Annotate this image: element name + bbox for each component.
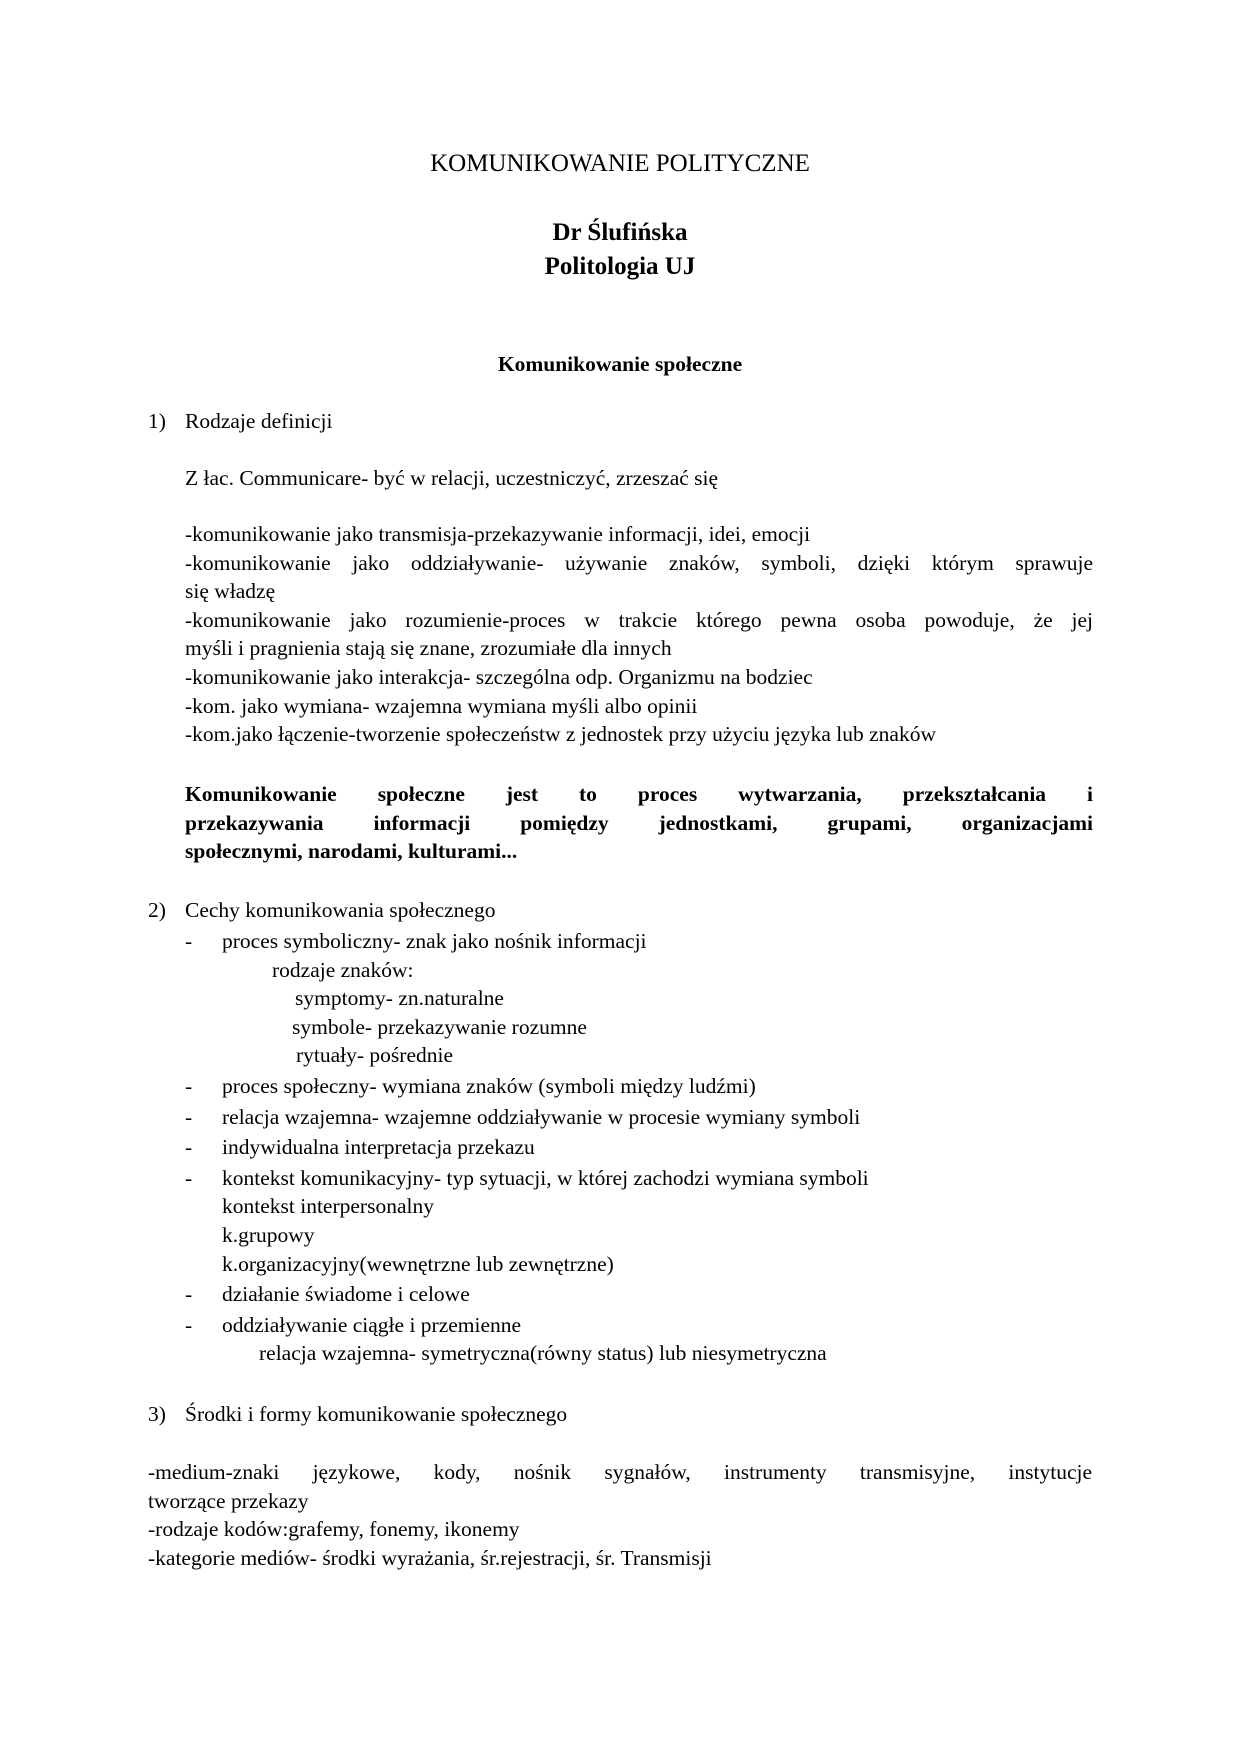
media-line: -medium-znaki językowe, kody, nośnik sygnałów, instrumenty transmisyjne, instytucje (148, 1460, 1092, 1484)
institution: Politologia UJ (544, 253, 696, 280)
feature-item (185, 1072, 1085, 1101)
heading-1-text: Rodzaje definicji (185, 409, 333, 433)
main-definition-line: społecznymi, narodami, kulturami... (185, 839, 518, 864)
features-list (185, 927, 1085, 1368)
list-dash: - (185, 1073, 193, 1098)
etymology-line: Z łac. Communicare- być w relacji, uczestniczyć, zrzeszać się (185, 466, 719, 490)
media-line: -rodzaje kodów:grafemy, fonemy, ikonemy (148, 1517, 520, 1542)
feature-text: relacja wzajemna- wzajemne oddziaływanie w procesie wymiany symboli (222, 1104, 861, 1129)
feature-text: indywidualna interpretacja przekazu (222, 1135, 535, 1160)
heading-1-number: 1) (148, 409, 166, 433)
section-title: Komunikowanie społeczne (497, 352, 743, 376)
feature-item (185, 1311, 1085, 1368)
definition-line: myśli i pragnienia stają się znane, zrozumiałe dla innych (185, 636, 672, 661)
list-dash: - (185, 1135, 193, 1160)
definition-line: -komunikowanie jako transmisja-przekazywanie informacji, idei, emocji (185, 522, 811, 546)
definition-line: -komunikowanie jako interakcja- szczególna odp. Organizmu na bodziec (185, 664, 813, 689)
feature-item (185, 1133, 1085, 1162)
heading-1 (148, 407, 332, 436)
heading-2-number: 2) (148, 898, 166, 922)
author-name: Dr Ślufińska (552, 219, 688, 246)
definition-line: -kom.jako łączenie-tworzenie społeczeństw z jednostek przy użyciu języka lub znaków (185, 722, 936, 747)
main-definition-line: przekazywania informacji pomiędzy jednostkami, grupami, organizacjami (185, 810, 1093, 835)
feature-item (185, 1103, 1085, 1132)
feature-text: kontekst komunikacyjny- typ sytuacji, w której zachodzi wymiana symboli (222, 1165, 869, 1190)
main-definition-line: Komunikowanie społeczne jest to proces wytwarzania, przekształcania i (185, 782, 1093, 806)
feature-item (185, 927, 1085, 1070)
definitions-list (185, 520, 1093, 749)
list-dash: - (185, 1104, 193, 1129)
media-list (148, 1458, 1092, 1572)
feature-sub-item: k.organizacyjny(wewnętrzne lub zewnętrzne) (222, 1251, 614, 1276)
heading-2-text: Cechy komunikowania społecznego (185, 898, 496, 922)
list-dash: - (185, 1165, 193, 1190)
heading-3-text: Środki i formy komunikowanie społecznego (185, 1402, 568, 1426)
heading-3-number: 3) (148, 1402, 166, 1426)
feature-item (185, 1164, 1085, 1278)
feature-text: oddziaływanie ciągłe i przemienne (222, 1312, 522, 1337)
feature-sub-item: symbole- przekazywanie rozumne (292, 1014, 587, 1039)
list-dash: - (185, 1312, 193, 1337)
definition-line: -komunikowanie jako oddziaływanie- używanie znaków, symboli, dzięki którym sprawuje (185, 550, 1093, 575)
list-dash: - (185, 1282, 193, 1307)
feature-sub-item: relacja wzajemna- symetryczna(równy status) lub niesymetryczna (259, 1341, 827, 1366)
media-line: tworzące przekazy (148, 1488, 309, 1513)
definition-line: się władzę (185, 579, 276, 604)
feature-item (185, 1280, 1085, 1309)
feature-text: działanie świadome i celowe (222, 1282, 470, 1307)
feature-sub-item: kontekst interpersonalny (222, 1194, 434, 1219)
document-title: KOMUNIKOWANIE POLITYCZNE (430, 150, 810, 177)
feature-text: proces społeczny- wymiana znaków (symboli między ludźmi) (222, 1073, 756, 1098)
list-dash: - (185, 929, 193, 953)
feature-sub-item: k.grupowy (222, 1222, 315, 1247)
definition-line: -kom. jako wymiana- wzajemna wymiana myśli albo opinii (185, 693, 698, 718)
feature-sub-item: symptomy- zn.naturalne (295, 986, 504, 1011)
feature-text: proces symboliczny- znak jako nośnik informacji (222, 929, 647, 953)
feature-sub-label: rodzaje znaków: (272, 957, 414, 982)
heading-3 (148, 1400, 567, 1429)
main-definition (185, 780, 1093, 866)
definition-line: -komunikowanie jako rozumienie-proces w trakcie którego pewna osoba powoduje, że jej (185, 607, 1093, 632)
author-block (0, 216, 1240, 284)
media-line: -kategorie mediów- środki wyrażania, śr.rejestracji, śr. Transmisji (148, 1545, 712, 1570)
heading-2 (148, 896, 495, 925)
feature-sub-item: rytuały- pośrednie (296, 1043, 454, 1068)
